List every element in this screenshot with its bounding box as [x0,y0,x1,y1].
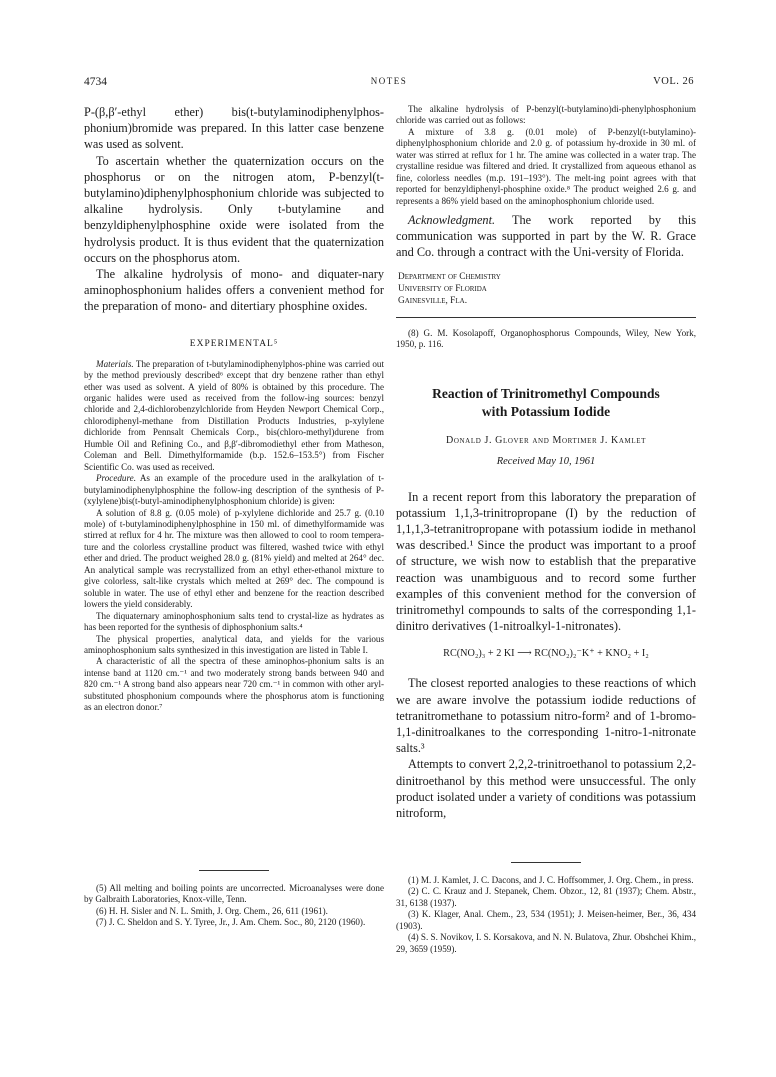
paragraph-procedure [84,473,384,507]
right-column [396,104,696,821]
footnote-5: (5) All melting and boiling points are uncorrected. Microanalyses were done by Galbraith Laboratories, Knox-ville, Tenn. [84,883,384,905]
left-column [84,104,384,714]
paragraph-materials [84,359,384,474]
footnote-divider [199,870,269,871]
paragraph-hydrolysis-method: The alkaline hydrolysis of mono- and diquater-nary aminophosphonium halides offers a convenient method for the preparation of mono- and ditertiary phosphine oxides. [84,267,384,314]
footnote-7: (7) J. C. Sheldon and S. Y. Tyree, Jr., J. Am. Chem. Soc., 80, 2120 (1960). [96,917,366,928]
paragraph-mixture: A mixture of 3.8 g. (0.01 mole) of P-benzyl(t-butylamino)-diphenylphosphonium chloride and 2.0 g. of potassium hy-droxide in 30 ml. of water was stirred at reflux for 1 hr. The amine was collected in a water trap. The crystalline residue was filtered and dried. It crystallized from aqueous ethanol as fine, colorless needles (m.p. 191–193°). The melt-ing point agrees with that reported for benzyldiphenyl-phosphine oxide.⁸ The product weighed 2.6 g. and represents a 86% yield based on the aminophosphonium chloride used. [396,126,696,206]
affiliation-university: University of Florida [398,283,487,294]
footnote-1: (1) M. J. Kamlet, J. C. Dacons, and J. C. Hoffsommer, J. Org. Chem., in press. [408,875,694,885]
footnote-4: (4) S. S. Novikov, I. S. Korsakova, and N. N. Bulatova, Zhur. Obshchei Khim., 29, 3659 (1959). [396,932,696,954]
article-received-date: Received May 10, 1961 [496,455,596,467]
paragraph-acknowledgment [396,212,696,261]
paragraph-spectra: A characteristic of all the spectra of these aminophos-phonium salts is an intense band at 1120 cm.⁻¹ and two moderately strong bands between 940 and 820 cm.⁻¹ A strong band also appears near 720 cm.⁻¹ in common with other aryl-substituted phosphonium compounds where the phosphorus atom is functioning as an electron donor.⁷ [84,656,384,713]
acknowledgment-text: The work reported by this communication was supported in part by the W. R. Grace and Co. through a contract with the Uni-versity of Florida. [396,213,696,260]
volume-label: VOL. 26 [653,76,694,87]
footnote-8: (8) G. M. Kosolapoff, Organophosphorus Compounds, Wiley, New York, 1950, p. 116. [396,327,696,350]
affiliation [396,271,696,307]
article-title-line-1: Reaction of Trinitromethyl Compounds [432,385,660,401]
page-number: 4734 [84,76,107,88]
paragraph-physical-properties: The physical properties, analytical data, and yields for the various aminophosphonium salts synthesized in this investigation are listed in Table I. [84,633,384,655]
procedure-label: Procedure. [96,473,136,484]
article-header [396,385,696,467]
page-header [84,76,694,92]
affiliation-department: Department of Chemistry [398,271,501,282]
acknowledgment-label: Acknowledgment. [408,213,496,228]
running-title: NOTES [370,76,408,86]
procedure-text: As an example of the procedure used in the aralkylation of t-butylaminodiphenylphosphine the follow-ing description of the synthesis of P-(xylylene)bis(t-butyl-aminodiphenylphosphonium chloride) is given: [84,473,384,507]
paragraph-diquaternary: The diquaternary aminophosphonium salts tend to crystal-lize as hydrates as has been reported for the synthesis of diphosphonium salts.⁴ [84,610,384,633]
article-title-line-2: with Potassium Iodide [481,403,611,419]
materials-label: Materials. [96,358,134,369]
article-authors: Donald J. Glover and Mortimer J. Kamlet [446,434,646,446]
paragraph-quaternization: To ascertain whether the quaternization occurs on the phosphorus or on the nitrogen atom, P-benzyl(t-butylamino)diphenylphosphonium chloride was subjected to alkaline hydrolysis. Only t-butylamine and benzyldiphenylphosphine oxide were isolated from the hydrolysis product. It is thus evident that the quaternization occurs on the phosphorus atom. [84,153,384,265]
reaction-equation: RC(NO₂)₃ + 2 KI ⟶ RC(NO₂)₂⁻K⁺ + KNO₂ + I₂ [443,648,649,660]
right-footnotes [396,862,696,955]
paragraph-bromide: P-(β,β′-ethyl ether) bis(t-butylaminodiphenylphos-phonium)bromide was prepared. In this latter case benzene was used as solvent. [84,105,384,152]
footnote-6: (6) H. H. Sisler and N. L. Smith, J. Org. Chem., 26, 611 (1961). [96,905,328,916]
paragraph-alkaline-hydrolysis: The alkaline hydrolysis of P-benzyl(t-butylamino)di-phenylphosphonium chloride was carried out as follows: [396,104,696,126]
affiliation-city: Gainesville, Fla. [398,295,468,306]
paragraph-intro: In a recent report from this laboratory the preparation of potassium 1,1,3-trinitropropane (I) by the reduction of 1,1,1,3-tetranitropropane with potassium iodide in methanol was described.¹ Since the product was important to a proof of structure, we wish now to establish that the preparative reaction was unambiguous and to record some further examples of this convenient method for the conversion of trinitromethyl compounds to salts of the corresponding 1,1-dinitro derivatives (1-nitroalkyl-1-nitronates). [396,489,696,634]
experimental-heading: EXPERIMENTAL⁵ [189,338,279,349]
section-divider [396,317,696,318]
paragraph-solution: A solution of 8.8 g. (0.05 mole) of p-xylylene dichloride and 25.7 g. (0.10 mole) of t-butylaminodiphenylphosphine in 150 ml. of dimethylformamide was stirred at reflux for 4 hr. The mixture was then allowed to cool to room tempera-ture and the colorless crystalline product was filtered, washed twice with ethyl ether and dried. The product weighed 28.0 g. (81% yield) and melted at 264° dec. An analytical sample was recrystallized from an ethyl ether-ethanol mixture to give colorless, salt-like crystals which melted at 269° dec. The compound is soluble in water. The use of ethyl ether and benzene for the reaction described lowers the yield considerably. [84,507,384,610]
paragraph-attempts: Attempts to convert 2,2,2-trinitroethanol to potassium 2,2-dinitroethanol by this method were unsuccessful. The only product isolated under a variety of conditions was potassium nitroform, [396,757,696,821]
materials-text: The preparation of t-butylaminodiphenylphos-phine was carried out by the method previously described⁶ except that dry benzene rather than ethyl ether was used as solvent. A yield of 80% is obtained by this procedure. The organic halides were used as received from the follow-ing sources: benzyl chloride and 2,4-dichlorobenzylchloride from Heyden Newport Chemical Corp., chlorodiphenyl-methane from Distillation Products Industries, p-xylylene dichloride from Pennsalt Chemicals Corp., bis(chloro-methyl)durene from Humble Oil and Refining Co., and β,β′-dibromodiethyl ether from Matheson, Coleman and Bell. Dimethylformamide (b.p. 152.6–153.5°) from Fischer Scientific Co. was used as received. [84,358,384,472]
left-footnotes [84,870,384,929]
footnote-2: (2) C. C. Krauz and J. Stepanek, Chem. Obzor., 12, 81 (1937); Chem. Abstr., 31, 6138 (1937). [396,886,696,908]
paragraph-closest-analogies: The closest reported analogies to these reactions of which we are aware involve the potassium iodide reductions of tetranitromethane to potassium nitro-form² and of 1-bromo-1,1-dinitroalkanes to the corresponding 1-nitro-1-nitronate salts.³ [396,676,696,756]
footnote-3: (3) K. Klager, Anal. Chem., 23, 534 (1951); J. Meisen-heimer, Ber., 36, 434 (1903). [396,909,696,931]
footnote-divider-right [511,862,581,863]
